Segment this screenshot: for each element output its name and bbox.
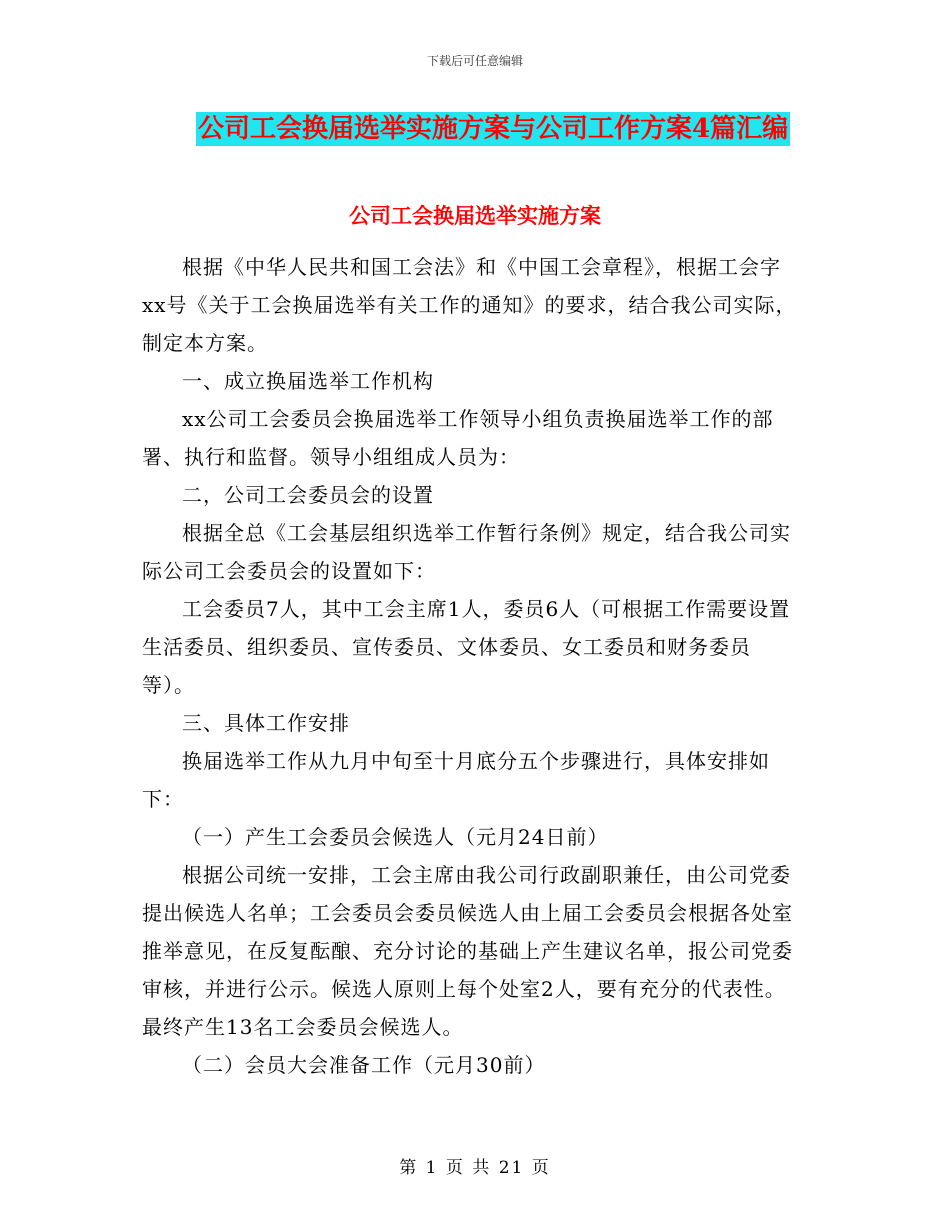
page-footer: 第 1 页 共 21 页 <box>399 1158 551 1178</box>
subsection-heading: （一）产生工会委员会候选人（元月24日前） <box>182 825 609 849</box>
paragraph: 根据公司统一安排，工会主席由我公司行政副职兼任，由公司党委提出候选人名单；工会委员会委员候选人由上届工会委员会根据各处室推举意见，在反复酝酿、充分讨论的基础上产生建议名单，报公司党委审核，并进行公示。候选人原则上每个处室2人，要有充分的代表性。最终产生13名工会委员会候选人。 <box>142 863 793 1039</box>
section-heading: 三、具体工作安排 <box>182 711 350 735</box>
paragraph: 根据全总《工会基层组织选举工作暂行条例》规定，结合我公司实际公司工会委员会的设置如下： <box>142 521 791 583</box>
paragraph: 工会委员7人，其中工会主席1人，委员6人（可根据工作需要设置生活委员、组织委员、宣传委员、文体委员、女工委员和财务委员等）。 <box>142 597 791 697</box>
section-heading: 一、成立换届选举工作机构 <box>182 369 434 393</box>
section-heading: 二，公司工会委员会的设置 <box>182 483 434 507</box>
document-main-title: 公司工会换届选举实施方案与公司工作方案4篇汇编 <box>198 114 789 144</box>
paragraph: 根据《中华人民共和国工会法》和《中国工会章程》，根据工会字xx号《关于工会换届选举有关工作的通知》的要求，结合我公司实际，制定本方案。 <box>142 255 797 355</box>
paragraph: xx公司工会委员会换届选举工作领导小组负责换届选举工作的部署、执行和监督。领导小组组成人员为： <box>142 407 774 469</box>
subsection-heading: （二）会员大会准备工作（元月30前） <box>182 1053 546 1077</box>
paragraph: 换届选举工作从九月中旬至十月底分五个步骤进行，具体安排如下： <box>142 749 770 811</box>
document-body <box>142 248 802 1084</box>
page-header: 下载后可任意编辑 <box>426 54 523 68</box>
document-sub-title: 公司工会换届选举实施方案 <box>349 203 601 228</box>
